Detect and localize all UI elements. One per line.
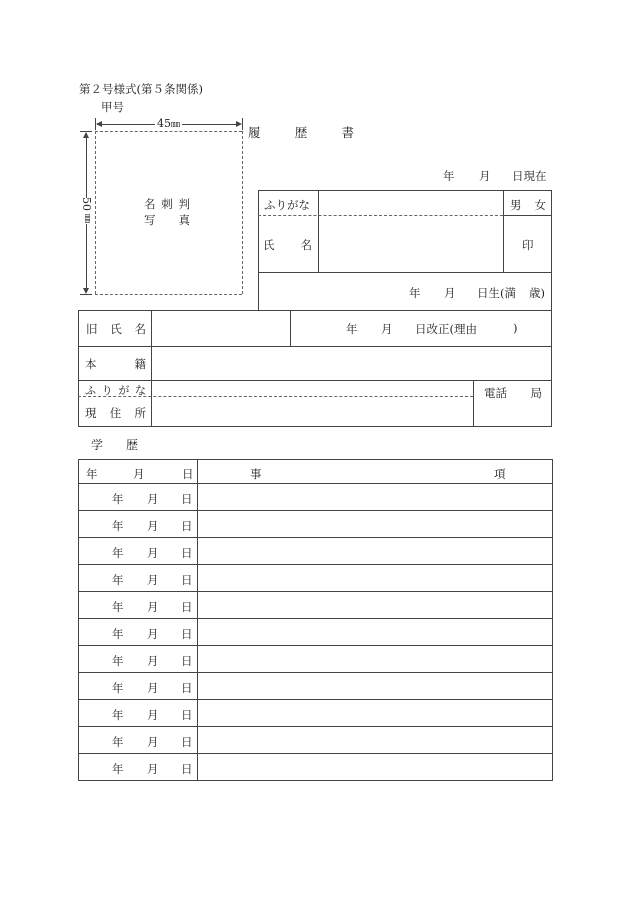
education-row <box>79 673 553 700</box>
education-month-label: 月 <box>147 519 159 533</box>
education-date-cell[interactable] <box>79 511 198 538</box>
date-now-year-field[interactable] <box>425 165 439 181</box>
name-input[interactable] <box>320 217 501 271</box>
photo-caption-line1: 名 刺 判 <box>144 197 190 211</box>
education-month-label: 月 <box>147 492 159 506</box>
education-date-cell[interactable] <box>79 619 198 646</box>
education-year-label: 年 <box>112 519 124 533</box>
education-row <box>79 727 553 754</box>
education-year-label: 年 <box>112 681 124 695</box>
date-now-month-field[interactable] <box>458 165 476 181</box>
education-table <box>78 459 553 781</box>
education-day-label: 日 <box>181 492 193 506</box>
title-char: 歴 <box>294 125 308 140</box>
education-year-label: 年 <box>112 654 124 668</box>
former-name-reason-input[interactable] <box>480 314 510 342</box>
education-item-cell[interactable] <box>198 538 553 565</box>
education-item-cell[interactable] <box>198 754 553 781</box>
furigana-label: ふりがな <box>264 198 310 212</box>
education-row <box>79 565 553 592</box>
photo-height-label: 50 ㎜ <box>80 197 93 223</box>
former-name-input[interactable] <box>153 312 288 344</box>
title-char: 書 <box>341 125 354 140</box>
education-day-label: 日 <box>181 519 193 533</box>
education-year-label: 年 <box>112 735 124 749</box>
education-month-label: 月 <box>147 627 159 641</box>
date-now-year: 年 <box>443 169 455 183</box>
education-item-cell[interactable] <box>198 592 553 619</box>
education-year-label: 年 <box>112 546 124 560</box>
honseki-label: 本 籍 <box>85 357 146 371</box>
date-now-suffix: 日現在 <box>512 169 547 183</box>
education-item-cell[interactable] <box>198 619 553 646</box>
age-suffix: 歳) <box>529 286 545 300</box>
former-name-close: ) <box>513 321 518 335</box>
former-name-month: 月 <box>381 322 393 336</box>
education-date-cell[interactable] <box>79 538 198 565</box>
education-date-cell[interactable] <box>79 700 198 727</box>
education-header-row: 年 月 日 事 項 <box>79 460 553 484</box>
phone-label: 電話 局 <box>484 386 542 400</box>
education-day-label: 日 <box>181 681 193 695</box>
photo-width-label: 45㎜ <box>157 117 181 130</box>
education-date-cell[interactable] <box>79 565 198 592</box>
sex-options[interactable] <box>510 197 546 213</box>
education-item-cell[interactable] <box>198 565 553 592</box>
education-item-cell[interactable] <box>198 700 553 727</box>
education-year-label: 年 <box>112 627 124 641</box>
education-month-label: 月 <box>147 681 159 695</box>
education-row <box>79 484 553 511</box>
education-year-label: 年 <box>112 762 124 776</box>
furigana-input[interactable] <box>320 192 501 214</box>
form-kou-label: 甲号 <box>101 100 124 114</box>
education-month-label: 月 <box>147 654 159 668</box>
education-year-label: 年 <box>112 600 124 614</box>
former-name-suffix: 日改正(理由 <box>415 322 477 336</box>
education-day-label: 日 <box>181 573 193 587</box>
photo-caption-line2: 写 真 <box>144 213 190 227</box>
seal-label: 印 <box>522 238 534 252</box>
education-day-label: 日 <box>181 627 193 641</box>
honseki-input[interactable] <box>153 348 550 378</box>
phone-input[interactable] <box>475 400 550 425</box>
former-name-year: 年 <box>346 322 358 336</box>
education-item-cell[interactable] <box>198 484 553 511</box>
education-row <box>79 700 553 727</box>
education-row <box>79 619 553 646</box>
education-day-label: 日 <box>181 735 193 749</box>
birth-year-label: 年 <box>409 286 421 300</box>
education-date-cell[interactable] <box>79 754 198 781</box>
education-month-label: 月 <box>147 735 159 749</box>
form-number: 第２号様式(第５条関係) <box>79 82 203 96</box>
arrow-left-icon <box>96 121 102 127</box>
date-now-month: 月 <box>479 169 491 183</box>
title-char: 履 <box>248 125 261 140</box>
address-furigana-label: ふ り が な <box>85 384 146 397</box>
education-year-label: 年 <box>112 573 124 587</box>
education-year-label: 年 <box>112 492 124 506</box>
arrow-right-icon <box>236 121 242 127</box>
education-item-cell[interactable] <box>198 646 553 673</box>
birth-day-suffix: 日生(満 <box>477 286 516 300</box>
seal-area[interactable] <box>505 217 551 271</box>
education-row <box>79 538 553 565</box>
education-row <box>79 511 553 538</box>
name-label: 氏 名 <box>263 238 312 252</box>
birth-month-label: 月 <box>444 286 456 300</box>
education-row <box>79 592 553 619</box>
education-year-label: 年 <box>112 708 124 722</box>
education-month-label: 月 <box>147 762 159 776</box>
education-month-label: 月 <box>147 708 159 722</box>
education-row <box>79 646 553 673</box>
address-label: 現 住 所 <box>85 406 146 420</box>
education-month-label: 月 <box>147 546 159 560</box>
education-day-label: 日 <box>181 600 193 614</box>
former-name-label: 旧 氏 名 <box>86 322 146 336</box>
education-row <box>79 754 553 781</box>
sex-female[interactable]: 女 <box>534 198 546 212</box>
education-date-cell[interactable] <box>79 592 198 619</box>
education-item-cell[interactable] <box>198 511 553 538</box>
education-day-label: 日 <box>181 708 193 722</box>
education-month-label: 月 <box>147 573 159 587</box>
address-input[interactable] <box>153 398 471 425</box>
education-item-cell[interactable] <box>198 673 553 700</box>
education-day-label: 日 <box>181 546 193 560</box>
education-section-label: 学 歴 <box>91 438 138 452</box>
education-date-cell[interactable] <box>79 646 198 673</box>
education-date-cell[interactable] <box>79 727 198 754</box>
birth-date-field[interactable] <box>340 276 406 308</box>
document-title <box>248 123 354 141</box>
arrow-down-icon <box>83 288 89 294</box>
education-day-label: 日 <box>181 654 193 668</box>
education-item-cell[interactable] <box>198 727 553 754</box>
education-day-label: 日 <box>181 762 193 776</box>
sex-male[interactable]: 男 <box>510 198 522 212</box>
education-month-label: 月 <box>147 600 159 614</box>
address-furigana-input[interactable] <box>153 381 471 395</box>
education-date-cell[interactable] <box>79 484 198 511</box>
education-date-cell[interactable] <box>79 673 198 700</box>
arrow-up-icon <box>83 132 89 138</box>
date-now-day-field[interactable] <box>492 165 510 181</box>
